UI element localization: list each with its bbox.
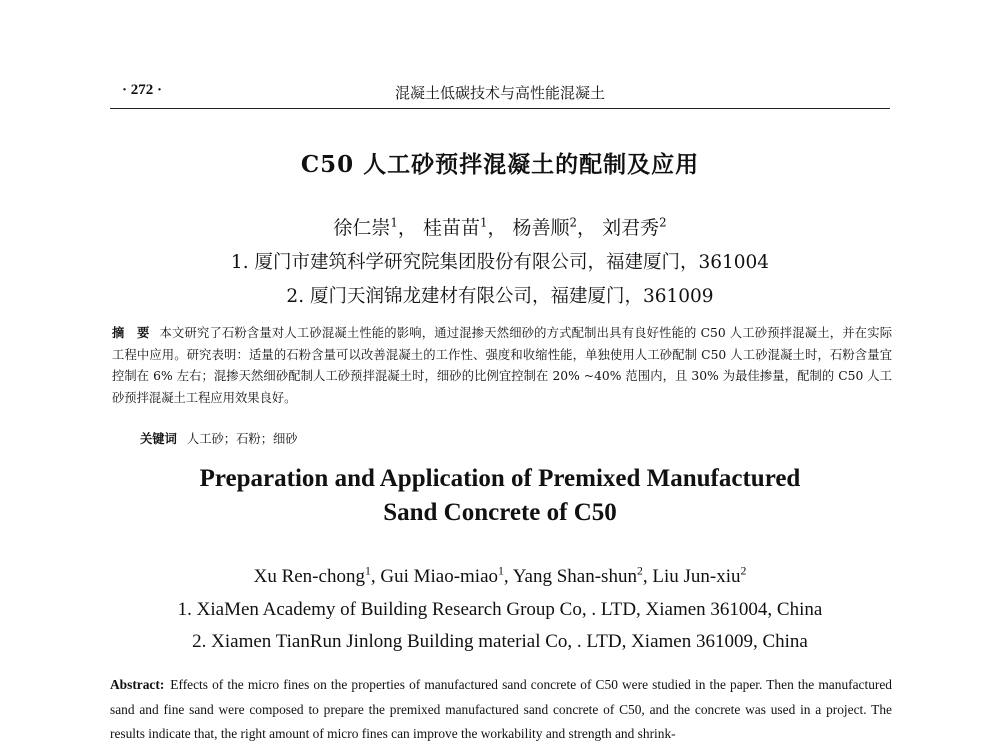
english-affiliation-2: 2. Xiamen TianRun Jinlong Building material Co, . LTD, Xiamen 361009, China xyxy=(192,631,808,652)
author: 徐仁崇$^1$， xyxy=(333,215,417,239)
page-number: · 272 · xyxy=(122,82,163,98)
keywords-label: 关键词 xyxy=(140,431,177,446)
author: Gui Miao-miao$^1$, xyxy=(380,564,513,587)
english-affiliation-1: 1. XiaMen Academy of Building Research Group Co, . LTD, Xiamen 361004, China xyxy=(177,599,823,620)
journal-title: 混凝土低碳技术与高性能混凝土 xyxy=(394,84,605,102)
keywords-text: 人工砂；石粉；细砂 xyxy=(186,432,298,446)
english-title-line-1: Preparation and Application of Premixed Manufactured xyxy=(199,465,801,492)
author: 杨善顺$^2$， xyxy=(512,215,597,239)
chinese-abstract xyxy=(112,322,892,409)
abstract-text: Effects of the micro fines on the properties of manufactured sand concrete of C50 were studied in the paper. Then the manufactured sand and fine sand were composed to prepare the premixed manufactured sand concrete of C50, and the concrete was used in a project. The results indicate that, the right amount of micro fines can improve the workability and strength and shrink- xyxy=(110,677,892,741)
author: Xu Ren-chong$^1$, xyxy=(253,564,381,587)
author: Liu Jun-xiu$^2$ xyxy=(652,564,747,587)
english-title-line-2: Sand Concrete of C50 xyxy=(383,499,617,526)
abstract-text: 本文研究了石粉含量对人工砂混凝土性能的影响，通过混掺天然细砂的方式配制出具有良好性能的 C50 人工砂预拌混凝土，并在实际工程中应用。研究表明：适量的石粉含量可以改善混凝土的工作性、强度和收缩性能，单独使用人工砂配制 C50 人工砂混凝土时，石粉含量宜控制在 6% 左右；混掺天然细砂配制人工砂预拌混凝土时，细砂的比例宜控制在 20% ~40% 范围内，且 30% 为最佳掺量，配制的 C50 人工砂预拌混凝土工程应用效果良好。 xyxy=(112,326,892,405)
abstract-label: 摘 要 xyxy=(112,325,150,340)
chinese-authors xyxy=(0,213,1000,240)
author: 刘君秀$^2$ xyxy=(602,215,667,239)
english-abstract xyxy=(110,673,892,747)
chinese-keywords xyxy=(140,429,298,447)
chinese-title: C50 人工砂预拌混凝土的配制及应用 xyxy=(300,151,700,178)
abstract-label: Abstract: xyxy=(110,677,165,692)
author: 桂苗苗$^1$， xyxy=(422,215,507,239)
author: Yang Shan-shun$^2$, xyxy=(512,564,653,587)
chinese-affiliation-2: 2. 厦门天润锦龙建材有限公司，福建厦门，361009 xyxy=(286,286,714,307)
english-title xyxy=(0,462,1000,530)
chinese-affiliation-1: 1. 厦门市建筑科学研究院集团股份有限公司，福建厦门，361004 xyxy=(230,252,770,273)
english-authors xyxy=(0,566,1000,588)
running-header xyxy=(110,82,890,106)
header-rule xyxy=(110,108,890,109)
